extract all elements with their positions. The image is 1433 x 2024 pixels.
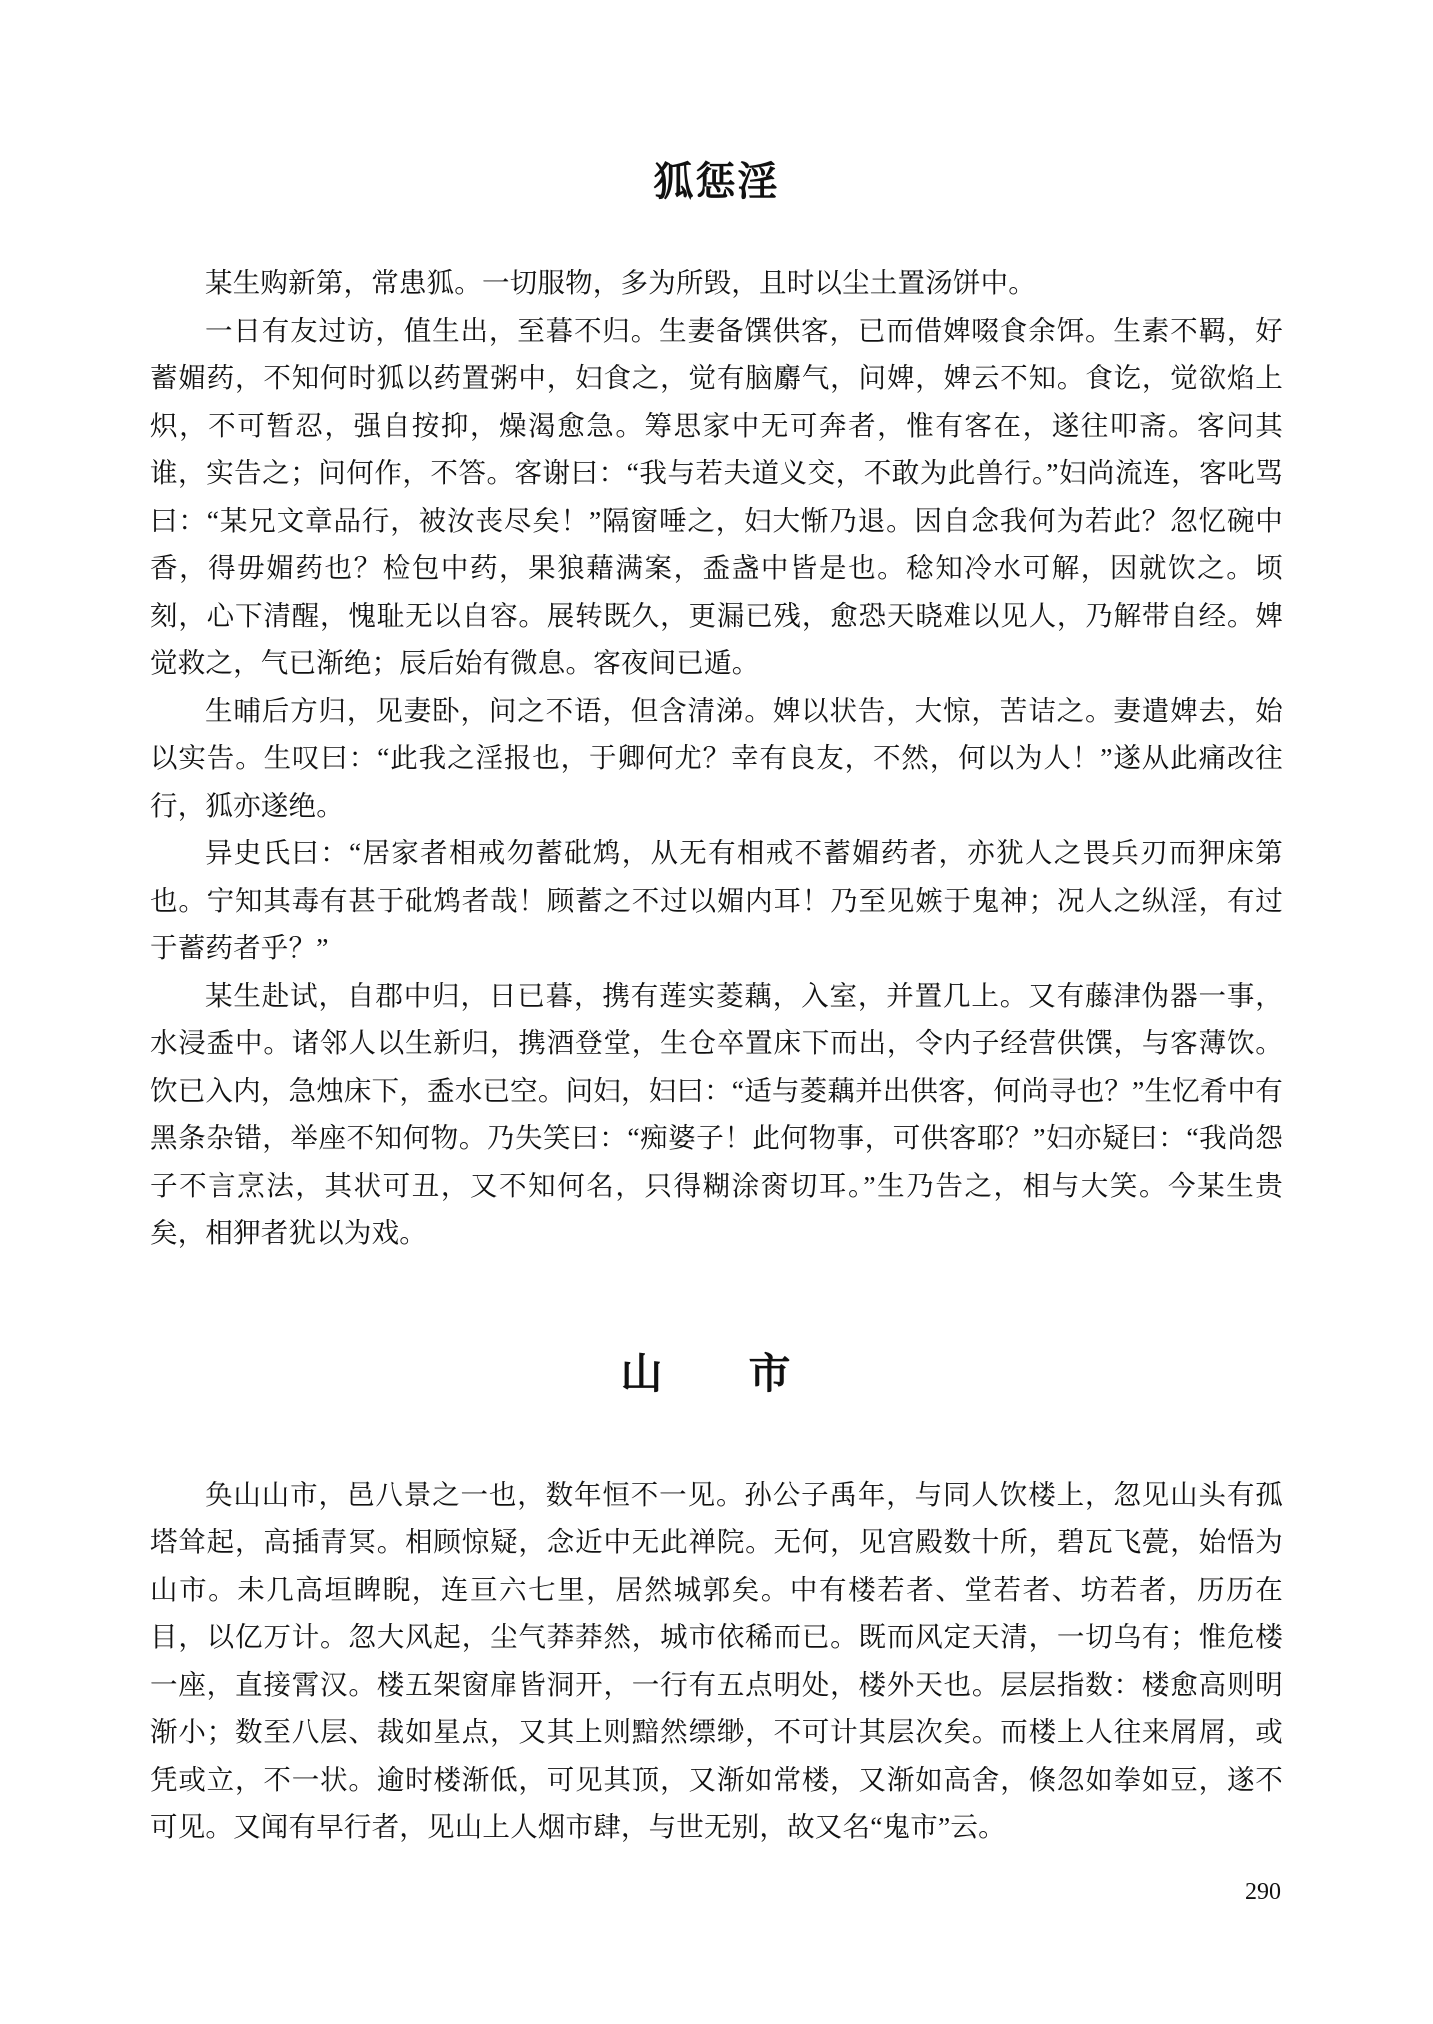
paragraph: 某生购新第，常患狐。一切服物，多为所毁，且时以尘土置汤饼中。 — [205, 267, 1036, 298]
paragraph: 异史氏曰：“居家者相戒勿蓄砒鸩，从无有相戒不蓄媚药者，亦犹人之畏兵刃而狎床第也。宁知其毒有甚于砒鸩者哉！顾蓄之不过以媚内耳！乃至见嫉于鬼神；况人之纵淫，有过于蓄药者乎？” — [150, 837, 1283, 963]
page-content — [150, 150, 1283, 1851]
page-number: 290 — [1245, 1879, 1281, 1905]
section-hu-cheng-yin — [150, 150, 1283, 1257]
paragraph: 一日有友过访，值生出，至暮不归。生妻备馔供客，已而借婢啜食余饵。生素不羁，好蓄媚药，不知何时狐以药置粥中，妇食之，觉有脑麝气，问婢，婢云不知。食讫，觉欲焰上炽，不可暂忍，强自按抑，燥渴愈急。筹思家中无可奔者，惟有客在，遂往叩斋。客问其谁，实告之；问何作，不答。客谢曰：“我与若夫道义交，不敢为此兽行。”妇尚流连，客叱骂曰：“某兄文章品行，被汝丧尽矣！”隔窗唾之，妇大惭乃退。因自念我何为若此？忽忆碗中香，得毋媚药也？检包中药，果狼藉满案，盉盏中皆是也。稔知冷水可解，因就饮之。顷刻，心下清醒，愧耻无以自容。展转既久，更漏已残，愈恐天晓难以见人，乃解带自经。婢觉救之，气已渐绝；辰后始有微息。客夜间已遁。 — [150, 314, 1283, 678]
section-shan-shi — [150, 1341, 1283, 1851]
section-body — [150, 259, 1283, 1257]
section-title: 狐惩淫 — [653, 160, 780, 204]
paragraph: 某生赴试，自郡中归，日已暮，携有莲实菱藕，入室，并置几上。又有藤津伪器一事，水浸盉中。诸邻人以生新归，携酒登堂，生仓卒置床下而出，令内子经营供馔，与客薄饮。饮已入内，急烛床下，盉水已空。问妇，妇曰：“适与菱藕并出供客，何尚寻也？”生忆肴中有黑条杂错，举座不知何物。乃失笑曰：“痴婆子！此何物事，可供客耶？”妇亦疑曰：“我尚怨子不言烹法，其状可丑，又不知何名，只得糊涂脔切耳。”生乃告之，相与大笑。今某生贵矣，相狎者犹以为戏。 — [150, 979, 1283, 1248]
section-body — [150, 1471, 1283, 1851]
section-title: 山 市 — [620, 1349, 813, 1397]
paragraph: 奂山山市，邑八景之一也，数年恒不一见。孙公子禹年，与同人饮楼上，忽见山头有孤塔耸起，高插青冥。相顾惊疑，念近中无此禅院。无何，见宫殿数十所，碧瓦飞甍，始悟为山市。未几高垣睥睨，连亘六七里，居然城郭矣。中有楼若者、堂若者、坊若者，历历在目，以亿万计。忽大风起，尘气莽莽然，城市依稀而已。既而风定天清，一切乌有；惟危楼一座，直接霄汉。楼五架窗扉皆洞开，一行有五点明处，楼外天也。层层指数：楼愈高则明渐小；数至八层、裁如星点，又其上则黯然缥缈，不可计其层次矣。而楼上人往来屑屑，或凭或立，不一状。逾时楼渐低，可见其顶，又渐如常楼，又渐如高舍，倏忽如拳如豆，遂不可见。又闻有早行者，见山上人烟市肆，与世无别，故又名“鬼市”云。 — [150, 1478, 1283, 1842]
paragraph: 生晡后方归，见妻卧，问之不语，但含清涕。婢以状告，大惊，苦诘之。妻遣婢去，始以实告。生叹曰：“此我之淫报也，于卿何尤？幸有良友，不然，何以为人！”遂从此痛改往行，狐亦遂绝。 — [150, 694, 1283, 821]
